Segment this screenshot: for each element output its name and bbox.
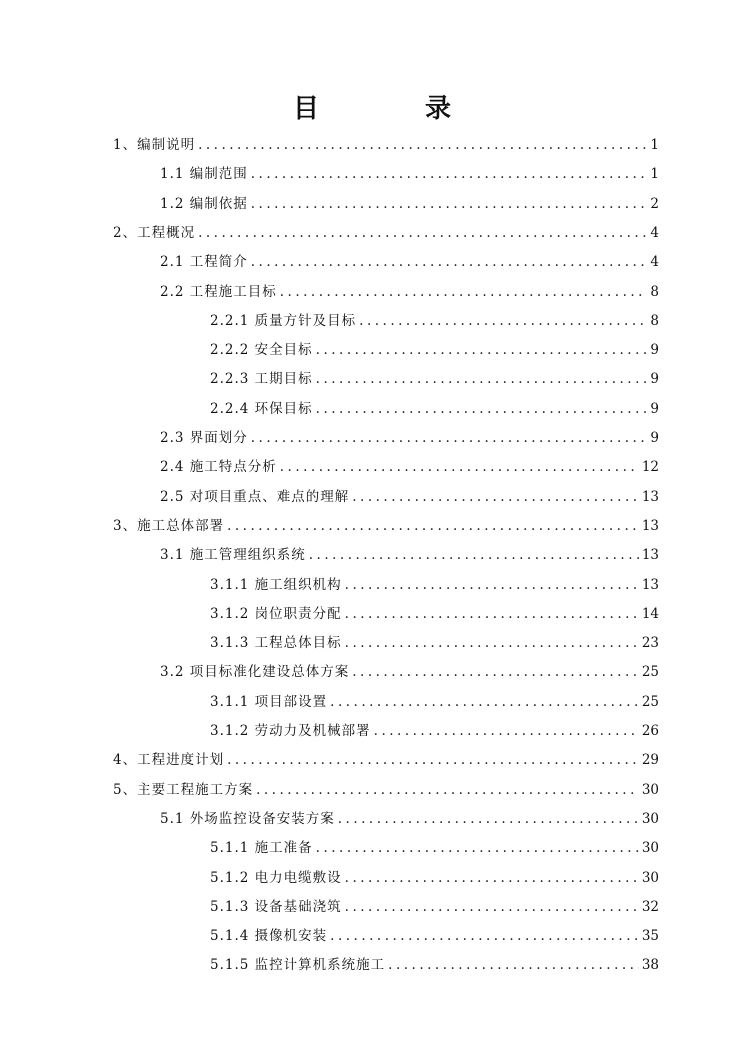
toc-dot-leader bbox=[316, 340, 647, 360]
toc-entry[interactable] bbox=[113, 750, 659, 770]
toc-dot-leader bbox=[280, 457, 639, 477]
toc-entry-page-number: 25 bbox=[641, 693, 659, 710]
toc-entry-page-number: 13 bbox=[641, 576, 659, 593]
toc-dot-leader bbox=[198, 223, 647, 243]
toc-entry-label: 2.3 界面划分 bbox=[160, 430, 248, 446]
toc-dot-leader bbox=[251, 164, 647, 184]
toc-entry-label: 3.1.2 劳动力及机械部署 bbox=[210, 723, 371, 739]
toc-entry[interactable] bbox=[210, 692, 659, 712]
toc-dot-leader bbox=[198, 135, 647, 155]
toc-dot-leader bbox=[388, 955, 639, 975]
toc-entry[interactable] bbox=[160, 487, 659, 507]
toc-dot-leader bbox=[338, 809, 639, 829]
toc-dot-leader bbox=[256, 780, 639, 800]
toc-entry-label: 1.1 编制范围 bbox=[160, 166, 248, 183]
toc-dot-leader bbox=[251, 428, 647, 448]
toc-dot-leader bbox=[330, 926, 639, 946]
toc-entry-label: 5、主要工程施工方案 bbox=[113, 781, 254, 798]
toc-entry-label: 2.2.4 环保目标 bbox=[210, 400, 313, 417]
toc-entry-page-number: 8 bbox=[650, 312, 659, 329]
toc-dot-leader bbox=[251, 252, 647, 272]
toc-entry-label: 2.2.1 质量方针及目标 bbox=[210, 312, 357, 329]
toc-entry-label: 3.1.3 工程总体目标 bbox=[210, 635, 342, 652]
toc-entry-page-number: 13 bbox=[641, 517, 659, 534]
toc-entry-page-number: 23 bbox=[641, 635, 659, 652]
toc-entry-label: 2、工程概况 bbox=[113, 224, 196, 241]
toc-entry-label: 2.2.2 安全目标 bbox=[210, 342, 313, 359]
toc-dot-leader bbox=[227, 750, 639, 770]
toc-dot-leader bbox=[345, 575, 639, 595]
toc-entry-page-number: 35 bbox=[641, 928, 659, 945]
toc-entry-label: 5.1.4 摄像机安装 bbox=[210, 928, 328, 945]
toc-entry[interactable] bbox=[210, 399, 659, 419]
toc-entry[interactable] bbox=[160, 809, 659, 829]
toc-entry[interactable] bbox=[210, 311, 659, 331]
toc-entry-page-number: 12 bbox=[641, 459, 659, 476]
toc-entry-page-number: 38 bbox=[641, 957, 659, 974]
toc-entry[interactable] bbox=[113, 223, 659, 243]
toc-entry[interactable] bbox=[210, 955, 659, 975]
toc-entry-page-number: 1 bbox=[650, 166, 659, 183]
toc-entry[interactable] bbox=[113, 780, 659, 800]
toc-entry-page-number: 9 bbox=[650, 400, 659, 417]
toc-entry-label: 4、工程进度计划 bbox=[113, 752, 225, 769]
toc-entry[interactable] bbox=[160, 252, 659, 272]
toc-entry[interactable] bbox=[160, 194, 659, 214]
toc-dot-leader bbox=[345, 633, 639, 653]
toc-entry-page-number: 9 bbox=[650, 342, 659, 359]
toc-dot-leader bbox=[227, 516, 639, 536]
toc-entry-page-number: 32 bbox=[641, 898, 659, 915]
toc-entry[interactable] bbox=[210, 926, 659, 946]
toc-dot-leader bbox=[330, 692, 639, 712]
toc-entry-page-number: 1 bbox=[650, 137, 659, 153]
toc-entry[interactable] bbox=[210, 868, 659, 888]
toc-dot-leader bbox=[359, 311, 647, 331]
toc-entry-page-number: 4 bbox=[650, 254, 659, 271]
toc-entry[interactable] bbox=[210, 604, 659, 624]
toc-dot-leader bbox=[309, 545, 639, 565]
toc-dot-leader bbox=[345, 897, 639, 917]
toc-entry-label: 2.1 工程简介 bbox=[160, 254, 248, 271]
toc-entry-page-number: 29 bbox=[641, 752, 659, 769]
toc-entry[interactable] bbox=[113, 516, 659, 536]
toc-entry[interactable] bbox=[210, 575, 659, 595]
toc-entry[interactable] bbox=[210, 369, 659, 389]
toc-entry[interactable] bbox=[210, 633, 659, 653]
toc-entry-page-number: 9 bbox=[650, 371, 659, 388]
toc-entry[interactable] bbox=[210, 721, 659, 741]
toc-entry[interactable] bbox=[113, 135, 659, 155]
toc-entry-label: 2.5 对项目重点、难点的理解 bbox=[160, 488, 350, 505]
toc-entry-label: 5.1.1 施工准备 bbox=[210, 840, 313, 857]
toc-entry[interactable] bbox=[210, 340, 659, 360]
toc-entry-label: 1、编制说明 bbox=[113, 137, 196, 153]
toc-entry-label: 2.2.3 工期目标 bbox=[210, 371, 313, 388]
toc-dot-leader bbox=[374, 721, 639, 741]
toc-entry-label: 5.1.5 监控计算机系统施工 bbox=[210, 957, 386, 974]
toc-entry-page-number: 25 bbox=[641, 664, 659, 681]
toc-entry-label: 3.1.1 施工组织机构 bbox=[210, 576, 342, 593]
toc-dot-leader bbox=[316, 369, 647, 389]
toc-dot-leader bbox=[280, 282, 647, 302]
toc-entry-page-number: 30 bbox=[641, 869, 659, 886]
toc-entry-label: 5.1 外场监控设备安装方案 bbox=[160, 810, 335, 827]
toc-entry-label: 3.1 施工管理组织系统 bbox=[160, 547, 306, 564]
toc-entry[interactable] bbox=[160, 662, 659, 682]
toc-entry-page-number: 4 bbox=[650, 224, 659, 241]
toc-entry-page-number: 30 bbox=[641, 810, 659, 827]
toc-dot-leader bbox=[316, 399, 647, 419]
toc-entry-label: 5.1.3 设备基础浇筑 bbox=[210, 898, 342, 915]
toc-dot-leader bbox=[345, 868, 639, 888]
toc-entry-page-number: 26 bbox=[641, 723, 659, 739]
toc-entry-page-number: 2 bbox=[650, 195, 659, 212]
toc-entry-label: 2.2 工程施工目标 bbox=[160, 283, 277, 300]
toc-entry[interactable] bbox=[160, 282, 659, 302]
toc-entry[interactable] bbox=[160, 428, 659, 448]
toc-entry-label: 3.1.1 项目部设置 bbox=[210, 693, 328, 710]
toc-entry-label: 3、施工总体部署 bbox=[113, 517, 225, 534]
toc-entry-label: 2.4 施工特点分析 bbox=[160, 459, 277, 476]
toc-entry-label: 3.1.2 岗位职责分配 bbox=[210, 605, 342, 622]
toc-entry-page-number: 13 bbox=[641, 488, 659, 505]
toc-entry[interactable] bbox=[160, 457, 659, 477]
toc-entry[interactable] bbox=[160, 545, 659, 565]
toc-entry[interactable] bbox=[210, 897, 659, 917]
toc-entry-page-number: 13 bbox=[641, 547, 659, 564]
toc-entry-page-number: 14 bbox=[641, 605, 659, 622]
toc-entry-label: 5.1.2 电力电缆敷设 bbox=[210, 869, 342, 886]
toc-title: 目 录 bbox=[292, 94, 491, 124]
toc-dot-leader bbox=[352, 487, 639, 507]
toc-entry-page-number: 30 bbox=[641, 840, 659, 857]
toc-entry-page-number: 8 bbox=[650, 283, 659, 300]
toc-dot-leader bbox=[251, 194, 647, 214]
toc-entry[interactable] bbox=[210, 838, 659, 858]
toc-entry-page-number: 30 bbox=[641, 781, 659, 798]
toc-dot-leader bbox=[352, 662, 639, 682]
toc-entry-label: 1.2 编制依据 bbox=[160, 195, 248, 212]
toc-entry[interactable] bbox=[160, 164, 659, 184]
toc-dot-leader bbox=[316, 838, 639, 858]
toc-entry-page-number: 9 bbox=[650, 430, 659, 446]
toc-dot-leader bbox=[345, 604, 639, 624]
toc-entry-label: 3.2 项目标准化建设总体方案 bbox=[160, 664, 350, 681]
